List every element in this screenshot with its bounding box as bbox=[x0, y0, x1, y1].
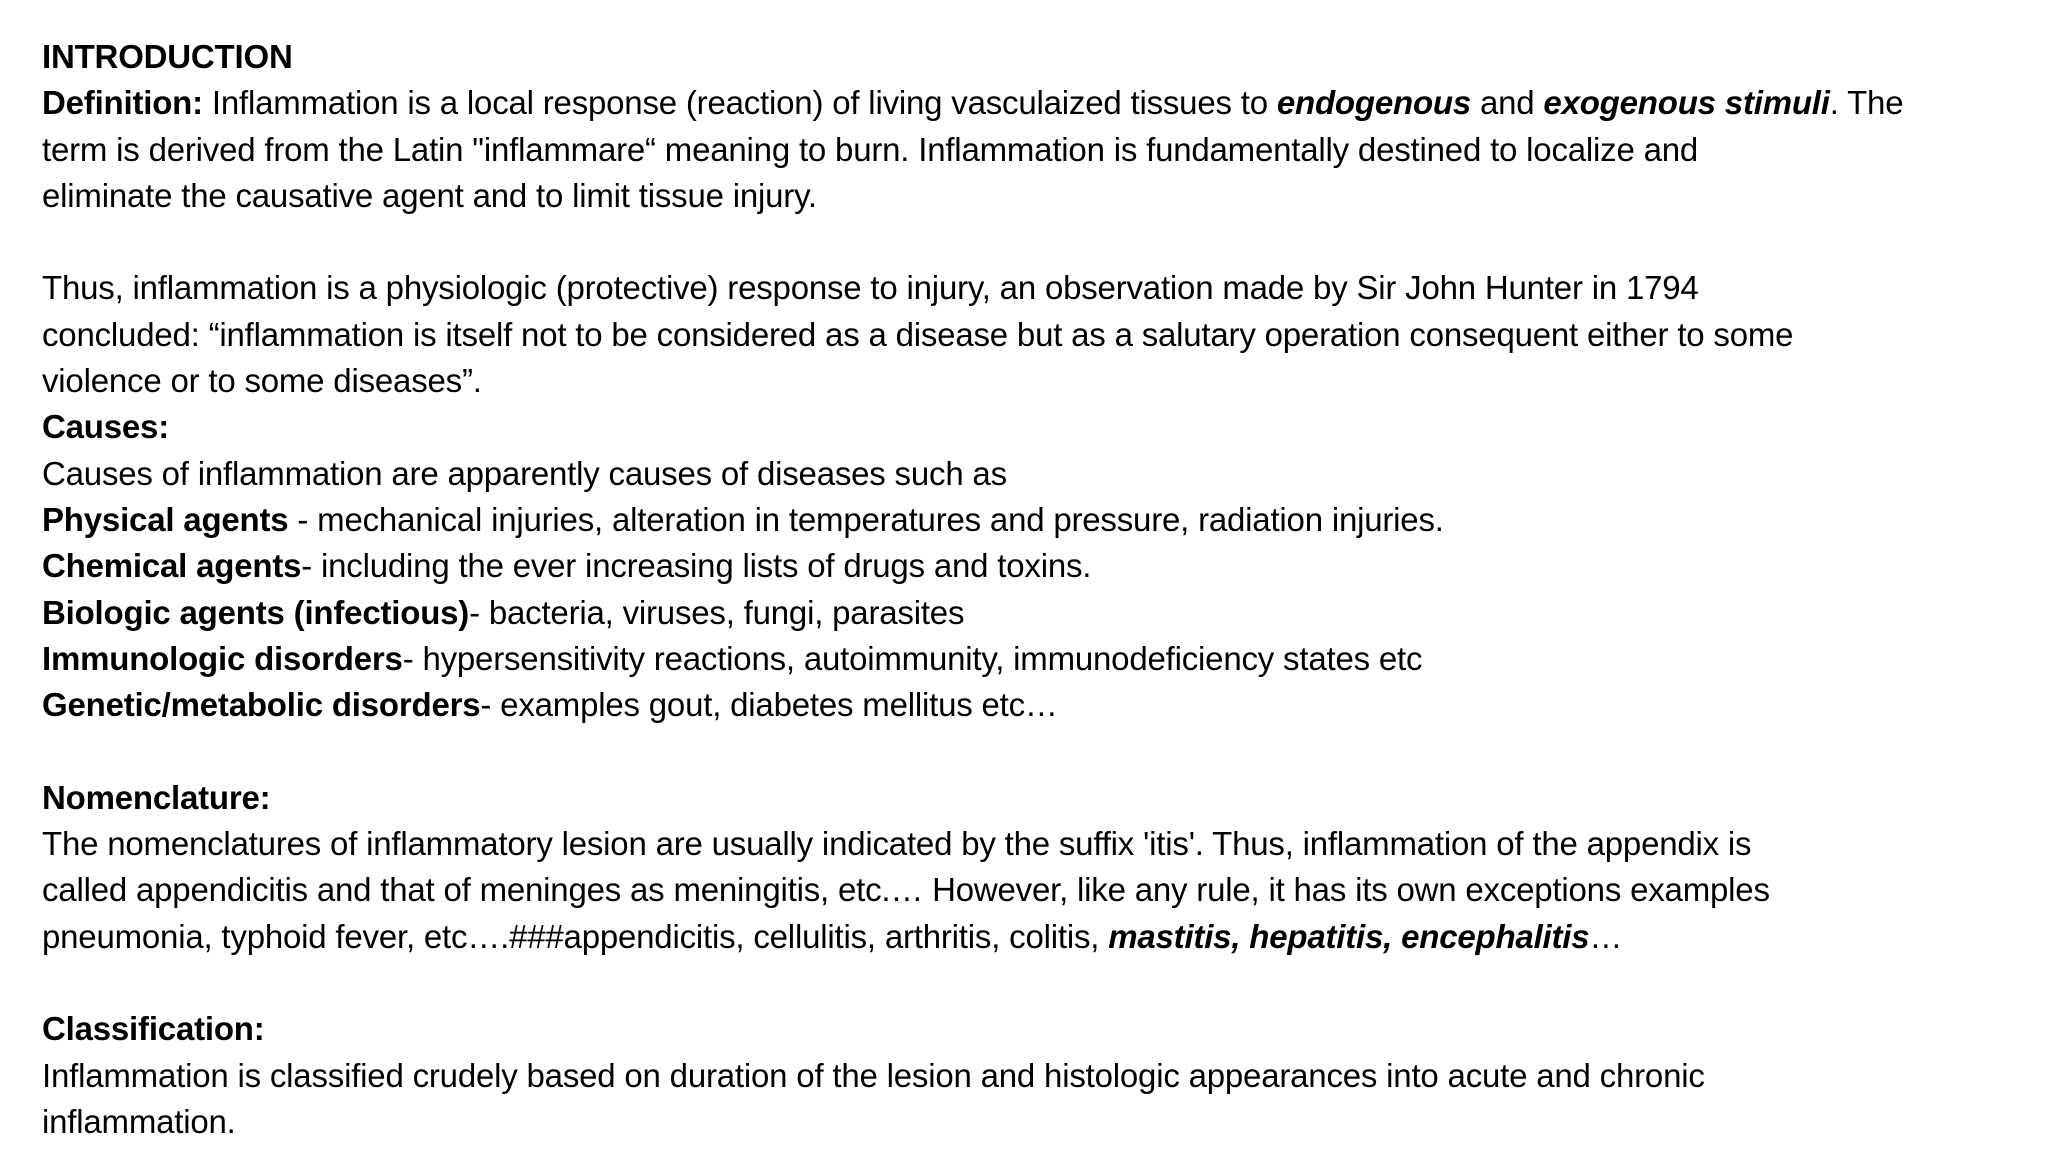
cause-item bbox=[42, 636, 2032, 682]
cause-label: Chemical agents bbox=[42, 547, 302, 585]
document-page bbox=[42, 34, 2032, 1145]
nomenclature-emphasis: mastitis, hepatitis, encephalitis bbox=[1108, 917, 1590, 955]
hunter-line-3: violence or to some diseases”. bbox=[42, 362, 482, 400]
definition-line-3: eliminate the causative agent and to limit tissue injury. bbox=[42, 176, 817, 214]
definition-text: Inflammation is a local response (reaction) of living vasculaized tissues to bbox=[202, 84, 1277, 122]
term-endogenous: endogenous bbox=[1276, 84, 1472, 122]
cause-label: Physical agents bbox=[42, 500, 289, 538]
nomenclature-line-2: called appendicitis and that of meninges as meningitis, etc.… However, like any rule, it has its own exceptions examples bbox=[42, 871, 1770, 909]
classification-line-2: inflammation. bbox=[42, 1102, 236, 1140]
paragraph-spacer bbox=[42, 219, 2032, 265]
classification-heading: Classification: bbox=[42, 1010, 265, 1048]
hunter-line-1: Thus, inflammation is a physiologic (protective) response to injury, an observation made by Sir John Hunter in 1794 bbox=[42, 269, 1699, 307]
definition-line-1-end: . The bbox=[1829, 84, 1904, 122]
causes-intro: Causes of inflammation are apparently causes of diseases such as bbox=[42, 454, 1007, 492]
introduction-heading: INTRODUCTION bbox=[42, 38, 293, 75]
paragraph-spacer bbox=[42, 960, 2032, 1006]
paragraph-spacer bbox=[42, 728, 2032, 774]
definition-label: Definition: bbox=[42, 84, 203, 122]
nomenclature-line-3 bbox=[42, 914, 2032, 960]
cause-item bbox=[42, 682, 2032, 728]
nomenclature-line-1: The nomenclatures of inflammatory lesion are usually indicated by the suffix 'itis'. Thus, inflammation of the appendix is bbox=[42, 825, 1752, 863]
cause-label: Biologic agents (infectious) bbox=[42, 593, 470, 631]
cause-text: - hypersensitivity reactions, autoimmunity, immunodeficiency states etc bbox=[402, 639, 1423, 677]
nomenclature-heading: Nomenclature: bbox=[42, 778, 271, 816]
definition-line-1 bbox=[42, 80, 2032, 126]
cause-text: - mechanical injuries, alteration in temperatures and pressure, radiation injuries. bbox=[288, 500, 1444, 538]
term-exogenous-stimuli: exogenous stimuli bbox=[1543, 84, 1830, 122]
cause-text: - including the ever increasing lists of drugs and toxins. bbox=[301, 547, 1092, 585]
cause-label: Immunologic disorders bbox=[42, 639, 403, 677]
definition-and: and bbox=[1471, 84, 1544, 122]
cause-item bbox=[42, 543, 2032, 589]
nomenclature-line-3-end: … bbox=[1589, 917, 1623, 955]
definition-line-2: term is derived from the Latin "inflammare“ meaning to burn. Inflammation is fundamentally destined to localize and bbox=[42, 130, 1699, 168]
cause-label: Genetic/metabolic disorders bbox=[42, 686, 481, 724]
cause-item bbox=[42, 590, 2032, 636]
cause-item bbox=[42, 497, 2032, 543]
causes-heading: Causes: bbox=[42, 408, 169, 446]
classification-line-1: Inflammation is classified crudely based on duration of the lesion and histologic appearances into acute and chronic bbox=[42, 1056, 1705, 1094]
cause-text: - bacteria, viruses, fungi, parasites bbox=[469, 593, 965, 631]
hunter-line-2: concluded: “inflammation is itself not to be considered as a disease but as a salutary operation consequent either to some bbox=[42, 315, 1794, 353]
nomenclature-line-3-text: pneumonia, typhoid fever, etc….###appendicitis, cellulitis, arthritis, colitis, bbox=[42, 917, 1109, 955]
cause-text: - examples gout, diabetes mellitus etc… bbox=[480, 686, 1058, 724]
